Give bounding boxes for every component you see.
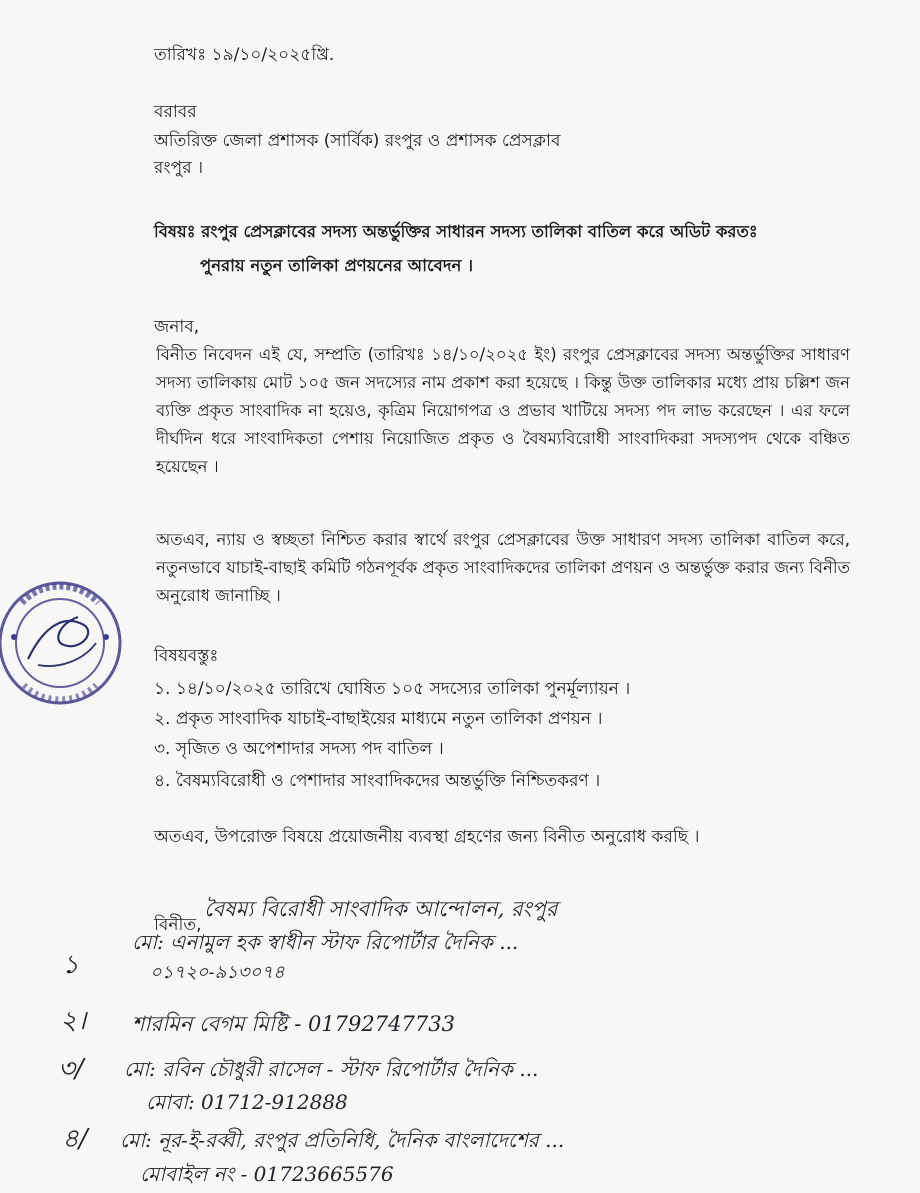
addressee-line-2: অতিরিক্ত জেলা প্রশাসক (সার্বিক) রংপুর ও প্রশাসক প্রেসক্লাব [154, 131, 561, 151]
signoff: বিনীত, [154, 915, 202, 935]
signer-3-number: ৩/ [58, 1054, 84, 1084]
body-paragraph-1: বিনীত নিবেদন এই যে, সম্প্রতি (তারিখঃ ১৪/১০/২০২৫ ইং) রংপুর প্রেসক্লাবের সদস্য অন্তর্ভুক্তির সাধারণ সদস্য তালিকায় মোট ১০৫ জন সদস্যের নাম প্রকাশ করা হয়েছে । কিন্তু উক্ত তালিকার মধ্যে প্রায় চল্লিশ জন ব্যক্তি প্রকৃত সাংবাদিক না হয়েও, কৃত্রিম নিয়োগপত্র ও প্রভাব খাটিয়ে সদস্য পদ লাভ করেছেন । এর ফলে দীর্ঘদিন ধরে সাংবাদিকতা পেশায় নিয়োজিত প্রকৃত ও বৈষম্যবিরোধী সাংবাদিকরা সদস্যপদ থেকে বঞ্চিত হয়েছেন । [156, 345, 850, 476]
handwritten-heading: বৈষম্য বিরোধী সাংবাদিক আন্দোলন, রংপুর [204, 897, 558, 921]
points-title: বিষয়বস্তুঃ [154, 646, 219, 666]
point-item-1: ১. ১৪/১০/২০২৫ তারিখে ঘোষিত ১০৫ সদস্যের তালিকা পুনর্মূল্যায়ন । [154, 679, 631, 699]
closing-line: অতএব, উপরোক্ত বিষয়ে প্রয়োজনীয় ব্যবস্থা গ্রহণের জন্য বিনীত অনুরোধ করছি । [154, 827, 700, 847]
letter-date: তারিখঃ ১৯/১০/২০২৫খ্রি. [154, 45, 335, 65]
signer-4-number: ৪/ [62, 1124, 88, 1154]
signer-2-number: ২। [60, 1006, 87, 1036]
signer-1-number: ১ [62, 950, 79, 980]
addressee-line-1: বরাবর [154, 102, 197, 122]
point-item-3: ৩. সৃজিত ও অপেশাদার সদস্য পদ বাতিল । [154, 739, 444, 759]
signer-1-line-1: মো: এনামুল হক স্বাধীন স্টাফ রিপোর্টার দৈনিক ... [132, 930, 519, 954]
addressee-line-3: রংপুর । [154, 158, 204, 178]
point-item-4: ৪. বৈষম্যবিরোধী ও পেশাদার সাংবাদিকদের অন্তর্ভুক্তি নিশ্চিতকরণ । [154, 771, 601, 791]
signer-4-line-1: মো: নূর-ই-রব্বী, রংপুর প্রতিনিধি, দৈনিক বাংলাদেশের ... [120, 1128, 565, 1152]
body-paragraph-2: অতএব, ন্যায় ও স্বচ্ছতা নিশ্চিত করার স্বার্থে রংপুর প্রেসক্লাবের উক্ত সাধারণ সদস্য তালিকা বাতিল করে, নতুনভাবে যাচাই-বাছাই কমিটি গঠনপূর্বক প্রকৃত সাংবাদিকদের তালিকা প্রণয়ন ও অন্তর্ভুক্ত করার জন্য বিনীত অনুরোধ জানাচ্ছি । [156, 530, 850, 605]
signer-4-line-2: মোবাইল নং - 01723665576 [140, 1162, 394, 1186]
salutation: জনাব, [154, 317, 200, 337]
signer-2-line-1: শারমিন বেগম মিষ্টি - 01792747733 [132, 1012, 455, 1036]
subject-line-2: পুনরায় নতুন তালিকা প্রণয়নের আবেদন । [200, 256, 473, 275]
point-item-2: ২. প্রকৃত সাংবাদিক যাচাই-বাছাইয়ের মাধ্যমে নতুন তালিকা প্রণয়ন । [154, 709, 603, 729]
signer-3-line-2: মোবা: 01712-912888 [146, 1090, 348, 1114]
signer-3-line-1: মো: রবিন চৌধুরী রাসেল - স্টাফ রিপোর্টার দৈনিক ... [124, 1057, 539, 1081]
office-seal-stamp [0, 573, 138, 713]
subject-line-1: বিষয়ঃ রংপুর প্রেসক্লাবের সদস্য অন্তর্ভুক্তির সাধারন সদস্য তালিকা বাতিল করে অডিট করতঃ [154, 222, 758, 241]
signer-1-line-2: ০১৭২০-৯১৩০৭৪ [150, 962, 285, 983]
